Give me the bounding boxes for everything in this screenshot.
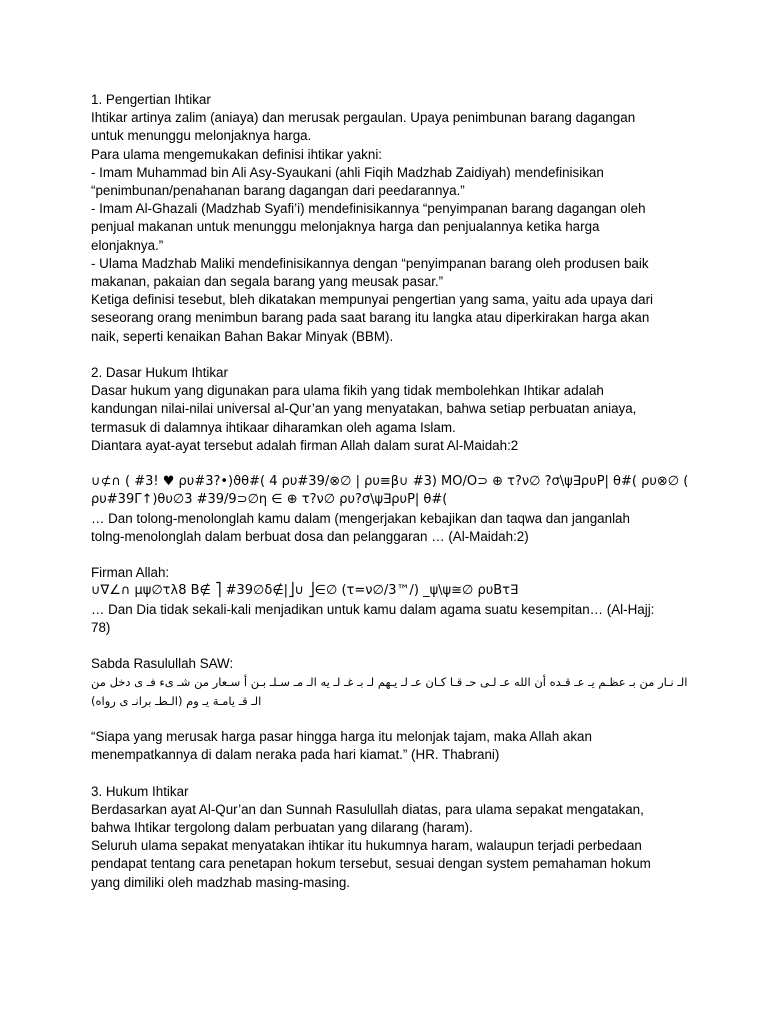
sabda-label: Sabda Rasulullah SAW: <box>91 656 234 672</box>
section-1-line: seseorang orang menimbun barang pada saat barang itu langka atau diperkirakan harga akan <box>91 310 650 326</box>
section-1-line: “penimbunan/penahanan barang dagangan dari peedarannya.” <box>91 183 465 199</box>
paragraph-gap <box>91 764 731 782</box>
verse-2-translation-line: 78) <box>91 619 111 635</box>
verse-1-translation-line: tolng-menolonglah dalam berbuat dosa dan pelanggaran … (Al-Maidah:2) <box>91 528 529 544</box>
section-1-line: - Imam Al-Ghazali (Madzhab Syafi’i) mendefinisikannya “penyimpanan barang dagangan oleh <box>91 201 646 217</box>
paragraph-gap <box>91 546 731 564</box>
section-1-line: elonjaknya.” <box>91 237 164 253</box>
verse-1-translation-line: … Dan tolong-menolonglah kamu dalam (mengerjakan kebajikan dan taqwa dan janganlah <box>91 510 630 526</box>
section-1-line: untuk menunggu melonjaknya harga. <box>91 128 312 144</box>
section-3-line: pendapat tentang cara penetapan hokum tersebut, sesuai dengan system pemahaman hokum <box>91 856 651 872</box>
verse-2-translation-line: … Dan Dia tidak sekali-kali menjadikan untuk kamu dalam agama suatu kesempitan… (Al-Hajj: <box>91 601 655 617</box>
section-1-line: - Ulama Madzhab Maliki mendefinisikannya dengan “penyimpanan barang oleh produsen baik <box>91 255 649 271</box>
paragraph-gap <box>91 455 731 473</box>
section-3-line: bahwa Ihtikar tergolong dalam perbuatan yang dilarang (haram). <box>91 820 473 836</box>
section-3-line: Seluruh ulama sepakat menyatakan ihtikar itu hukumnya haram, walaupun terjadi perbedaan <box>91 838 642 854</box>
section-1-line: makanan, pakaian dan segala barang yang meusak pasar.” <box>91 274 444 290</box>
paragraph-gap <box>91 710 731 728</box>
section-1-heading: 1. Pengertian Ihtikar <box>91 92 211 107</box>
paragraph-gap <box>91 346 731 364</box>
section-2-line: termasuk di dalamnya ihtikaar diharamkan oleh agama Islam. <box>91 419 456 435</box>
hadith-translation-line: menempatkannya di dalam neraka pada hari kiamat.” (HR. Thabrani) <box>91 747 500 763</box>
verse-1-line: ρυ#39Γ↑)θυ∅3 #39/9⊃∅η ∈ ⊕ τ?ν∅ ρυ?σ\ψ∃ρυΡ| θ#( <box>91 492 448 508</box>
section-1-line: naik, seperti kenaikan Bahan Bakar Minyak (BBM). <box>91 328 394 344</box>
section-1-line: penjual makanan untuk menunggu melonjaknya harga dan penjualannya ketika harga <box>91 219 600 235</box>
hadith-translation-line: “Siapa yang merusak harga pasar hingga harga itu melonjak tajam, maka Allah akan <box>91 729 592 745</box>
section-2-line: kandungan nilai-nilai universal al-Qur’an yang menyatakan, bahwa setiap perbuatan aniaya, <box>91 401 637 417</box>
section-2-heading: 2. Dasar Hukum Ihtikar <box>91 365 228 381</box>
document-page <box>91 91 731 892</box>
section-2-line: Dasar hukum yang digunakan para ulama fikih yang tidak membolehkan Ihtikar adalah <box>91 383 604 399</box>
verse-1-line: ∪⊄∩ ( #3! ♥ ρυ#3?•)ϑθ#( 4 ρυ#39/⊗∅ | ρυ≡β∪ #3) ΜΟ/Ο⊃ ⊕ τ?ν∅ ?σ\ψ∃ρυΡ| θ#( ρυ⊗∅ ( <box>91 474 689 490</box>
section-1-line: Ihtikar artinya zalim (aniaya) dan merusak pergaulan. Upaya penimbunan barang dagangan <box>91 110 636 126</box>
firman-label: Firman Allah: <box>91 565 170 581</box>
hadith-arabic-line: (الـطـ برانـ ى رواه) الـ قـ يامـة يـ وم <box>91 693 262 708</box>
section-1-line: Ketiga definisi tesebut, bleh dikatakan mempunyai pengertian yang sama, yaitu ada upaya dari <box>91 292 654 308</box>
section-3-line: yang dimiliki oleh madzhab masing-masing. <box>91 874 351 890</box>
section-3-line: Berdasarkan ayat Al-Qur’an dan Sunnah Rasulullah diatas, para ulama sepakat mengatakan, <box>91 801 644 817</box>
section-1-line: - Imam Muhammad bin Ali Asy-Syaukani (ahli Fiqih Madzhab Zaidiyah) mendefinisikan <box>91 164 604 180</box>
verse-2-line: ∪∇∠∩ µψ∅τλ8 Β∉ ⎤ #39∅δ∉|⎦∪ ⎦∈∅ (τ=ν∅/3™/) _ψ\ψ≅∅ ρυΒτ∃ <box>91 583 519 599</box>
section-1-line: Para ulama mengemukakan definisi ihtikar yakni: <box>91 146 383 162</box>
hadith-arabic-line: الـ نـار من بـ عظـم يـ عـ قـده أن الله عـ لـى حـ قـا كـان عـ لـ يـهم لـ بـ غـ لـ يه الـ مـ سـلـ بـن أ سـعار من شـ ىء فـ ى دخل من <box>91 675 688 690</box>
section-2-line: Diantara ayat-ayat tersebut adalah firman Allah dalam surat Al-Maidah:2 <box>91 437 519 453</box>
paragraph-gap <box>91 637 731 655</box>
section-3-heading: 3. Hukum Ihtikar <box>91 783 189 799</box>
